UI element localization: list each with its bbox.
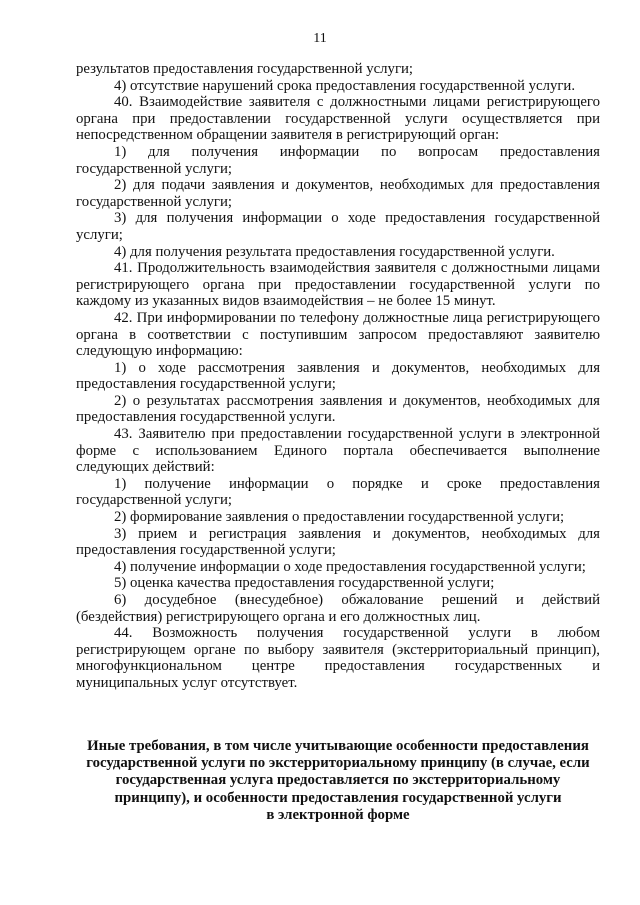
paragraph: 4) для получения результата предоставления государственной услуги.: [114, 243, 555, 260]
paragraph: 2) для подачи заявления и документов, необходимых для предоставления государственной услуги;: [76, 177, 600, 210]
paragraph: 3) прием и регистрация заявления и документов, необходимых для предоставления государственной услуги;: [76, 525, 600, 559]
page-number: 11: [313, 31, 327, 46]
heading-line: государственная услуга предоставляется по экстерриториальному: [115, 772, 561, 789]
paragraph: 41. Продолжительность взаимодействия заявителя с должностными лицами регистрирующего органа при предоставлении государственной услуги по каждому из указанных видов взаимодействия – не более 15 минут.: [76, 260, 600, 310]
paragraph: 1) получение информации о порядке и сроке предоставления государственной услуги;: [76, 475, 600, 509]
paragraph: 40. Взаимодействие заявителя с должностными лицами регистрирующего органа при предоставлении государственной услуги осуществляется при непосредственном обращении заявителя в регистрирующий орган:: [76, 94, 600, 144]
body-text: [76, 61, 600, 692]
paragraph: 3) для получения информации о ходе предоставления государственной услуги;: [76, 210, 600, 243]
paragraph: результатов предоставления государственной услуги;: [76, 61, 414, 77]
paragraph: 4) отсутствие нарушений срока предоставления государственной услуги.: [114, 77, 576, 94]
paragraph: 2) о результатах рассмотрения заявления и документов, необходимых для предоставления государственной услуги.: [76, 392, 600, 426]
paragraph: 42. При информировании по телефону должностные лица регистрирующего органа в соответствии с поступившим запросом предоставляют заявителю следующую информацию:: [76, 309, 600, 360]
paragraph: 43. Заявителю при предоставлении государственной услуги в электронной форме с использованием Единого портала обеспечивается выполнение следующих действий:: [76, 426, 600, 476]
paragraph: 1) о ходе рассмотрения заявления и документов, необходимых для предоставления государственной услуги;: [76, 359, 600, 393]
paragraph: 44. Возможность получения государственной услуги в любом регистрирующем органе по выбору заявителя (экстерриториальный принцип), многофункциональном центре предоставления государственных и муниципальных услуг отсутствует.: [76, 625, 600, 691]
heading-line: государственной услуги по экстерриториальному принципу (в случае, если: [86, 755, 590, 772]
paragraph: 5) оценка качества предоставления государственной услуги;: [114, 575, 495, 592]
section-heading: [76, 738, 600, 824]
paragraph: 4) получение информации о ходе предоставления государственной услуги;: [114, 558, 586, 575]
paragraph: 2) формирование заявления о предоставлении государственной услуги;: [114, 509, 565, 526]
heading-line: принципу), и особенности предоставления государственной услуги: [114, 789, 562, 806]
heading-line: Иные требования, в том числе учитывающие особенности предоставления: [87, 738, 589, 754]
paragraph: 1) для получения информации по вопросам предоставления государственной услуги;: [76, 143, 600, 177]
heading-line: в электронной форме: [266, 806, 410, 823]
paragraph: 6) досудебное (внесудебное) обжалование решений и действий (бездействия) регистрирующего органа и его должностных лиц.: [76, 592, 600, 625]
